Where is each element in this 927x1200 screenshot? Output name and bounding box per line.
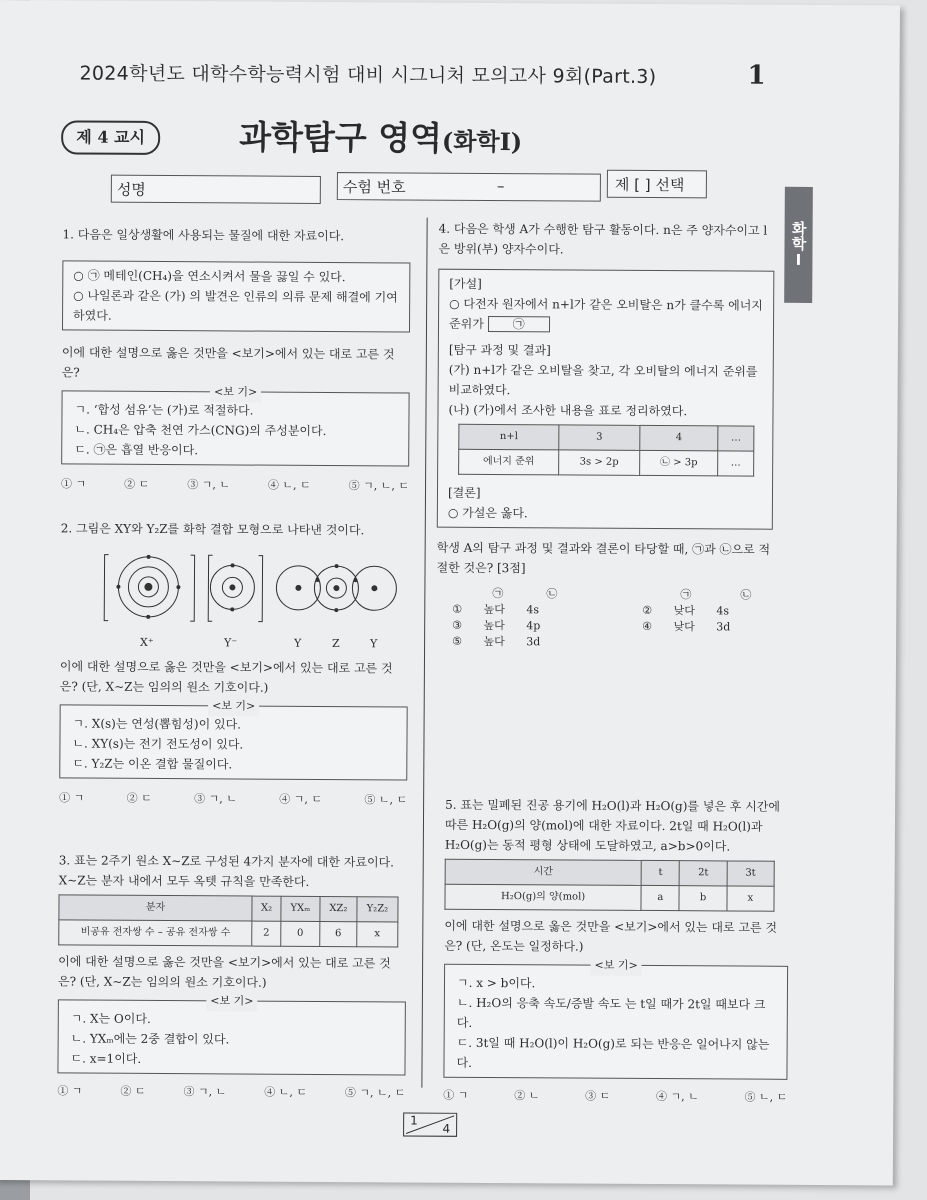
table-header: Y₂Z₂: [357, 897, 398, 922]
label-y2: Y: [370, 637, 378, 651]
q3-choices: [57, 1081, 405, 1103]
q4-ask: 학생 A의 탐구 과정 및 결과와 결론이 타당할 때, ㉠과 ㉡으로 적절한 것은? [3점]: [436, 540, 771, 576]
choice-3[interactable]: ③ ㄷ: [585, 1089, 611, 1103]
bogi-item: ㄱ. X(s)는 연성(뽑힘성)이 있다.: [72, 716, 242, 732]
q3-ask: 이에 대한 설명으로 옳은 것만을 <보기>에서 있는 대로 고른 것은? (단, X~Z는 임의의 원소 기호이다.): [57, 954, 391, 990]
q4-activity-box: [437, 269, 775, 530]
choice-1[interactable]: ① ㄱ: [61, 477, 87, 491]
side-tab: 화학Ⅰ: [784, 187, 813, 303]
q2-bogi: [59, 699, 407, 780]
bogi-item: ㄴ. CH₄은 압축 천연 가스(CNG)의 주성분이다.: [74, 422, 327, 439]
bond-model-figure: [60, 546, 400, 628]
option-a: 낮다: [673, 604, 695, 618]
choice-2[interactable]: ② ㄷ: [126, 791, 152, 805]
choice-3[interactable]: ③ ㄱ, ㄴ: [194, 792, 237, 806]
option-num: ①: [452, 602, 463, 616]
conclusion-title: [결론]: [447, 485, 481, 500]
table-cell: ㉡ > 3p: [639, 450, 718, 475]
q3-bogi: [57, 994, 405, 1075]
bogi-item: ㄷ. ㉠은 흡열 반응이다.: [74, 442, 199, 458]
q1-item: ○ 나일론과 같은 (가) 의 발견은 인류의 의류 문제 해결에 기여하였다.: [73, 288, 398, 323]
choice-4[interactable]: ④ ㄱ, ㄴ: [655, 1090, 699, 1104]
q2-figure-labels: [60, 632, 408, 652]
choice-1[interactable]: ① ㄱ: [57, 1084, 83, 1098]
question-5: [443, 795, 789, 1108]
question-3: [57, 850, 407, 1103]
table-cell: 2: [252, 921, 281, 946]
footer-total: 4: [442, 1121, 451, 1136]
table-header: 3t: [727, 861, 774, 886]
table-header: X₂: [252, 896, 281, 921]
q2-choices: [59, 788, 407, 810]
bogi-item: ㄷ. x=1이다.: [70, 1051, 142, 1066]
bogi-item: ㄱ. X는 O이다.: [70, 1011, 151, 1026]
opt-head-a: ㉠: [492, 587, 504, 601]
page-number: 1: [747, 60, 766, 91]
label-y1: Y: [294, 636, 302, 650]
option-b: 4p: [526, 619, 541, 633]
hypothesis-title: [가설]: [449, 276, 482, 291]
exam-number-label: 수험 번호: [342, 178, 406, 197]
q1-bogi: [61, 385, 409, 466]
period-badge: 제 4 교시: [61, 120, 160, 155]
table-header: 3: [559, 425, 640, 450]
page-footer: [403, 1112, 457, 1136]
option-4[interactable]: [642, 617, 772, 638]
table-header: 시간: [445, 859, 641, 885]
opt-head-b2: ㉡: [740, 588, 752, 602]
bogi-item: ㄱ. x > b이다.: [456, 975, 536, 991]
bogi-caption: <보 기>: [208, 696, 259, 716]
q3-stem: 3. 표는 2주기 원소 X~Z로 구성된 4가지 분자에 대한 자료이다. X~Z는 분자 내에서 모두 옥텟 규칙을 만족한다.: [58, 853, 395, 889]
bogi-item: ㄷ. 3t일 때 H₂O(l)이 H₂O(g)로 되는 반응은 일어나지 않는다.: [456, 1035, 770, 1070]
table-header: 2t: [680, 861, 727, 886]
choice-5[interactable]: ⑤ ㄱ, ㄴ, ㄷ: [344, 1086, 406, 1100]
label-z: Z: [332, 637, 340, 651]
option-b: 4s: [716, 604, 730, 618]
bogi-caption: <보 기>: [206, 991, 257, 1011]
q2-ask: 이에 대한 설명으로 옳은 것만을 <보기>에서 있는 대로 고른 것은? (단, X~Z는 임의의 원소 기호이다.): [59, 659, 393, 695]
bogi-item: ㄱ. ‘합성 섬유’는 (가)로 적절하다.: [74, 402, 254, 418]
table-cell: a: [641, 885, 679, 910]
process-step: (가) n+l가 같은 오비탈을 찾고, 각 오비탈의 에너지 준위를 비교하였다.: [448, 362, 758, 398]
table-header: 4: [640, 425, 719, 450]
q3-table: [58, 894, 398, 947]
q4-options: [436, 584, 772, 656]
q5-choices: [443, 1086, 787, 1108]
table-header: 분자: [59, 895, 252, 921]
choice-2[interactable]: ② ㄷ: [120, 1084, 146, 1098]
hypothesis-text: [449, 294, 763, 336]
option-b: 4s: [526, 603, 540, 617]
question-2: [59, 518, 409, 810]
name-label: 성명: [116, 180, 146, 199]
option-num: ⑤: [452, 634, 463, 648]
table-cell: b: [679, 886, 726, 911]
q1-choices: [61, 474, 409, 496]
choice-4[interactable]: ④ ㄴ, ㄷ: [264, 1085, 308, 1099]
column-divider: [421, 218, 427, 1088]
bogi-item: ㄷ. Y₂Z는 이온 결합 물질이다.: [72, 756, 233, 772]
table-cell: 비공유 전자쌍 수 – 공유 전자쌍 수: [59, 920, 252, 946]
choice-1[interactable]: ① ㄱ: [59, 791, 85, 805]
table-header: n+l: [459, 424, 559, 450]
choice-3[interactable]: ③ ㄱ, ㄴ: [183, 1085, 227, 1099]
table-header: YXₘ: [281, 896, 320, 921]
q1-item: ○ ㉠ 메테인(CH₄)을 연소시켜서 물을 끓일 수 있다.: [73, 268, 346, 285]
q4-table: [458, 424, 754, 477]
option-a: 높다: [483, 634, 505, 649]
bogi-caption: <보 기>: [210, 382, 261, 402]
option-num: ②: [642, 603, 653, 617]
q1-ask: 이에 대한 설명으로 옳은 것만을 <보기>에서 있는 대로 고른 것은?: [61, 345, 395, 380]
option-num: ④: [642, 619, 653, 633]
process-title: [탐구 과정 및 결과]: [448, 342, 551, 358]
bogi-item: ㄴ. XY(s)는 전기 전도성이 있다.: [72, 736, 244, 752]
selection-label: 제 [ ] 선택: [614, 175, 685, 195]
question-4: [436, 219, 775, 656]
q1-data-box: [62, 260, 410, 332]
choice-4[interactable]: ④ ㄱ, ㄷ: [279, 792, 323, 806]
option-5[interactable]: [452, 632, 582, 653]
q5-ask: 이에 대한 설명으로 옳은 것만을 <보기>에서 있는 대로 고른 것은? (단, 온도는 일정하다.): [444, 918, 778, 954]
q4-stem: 4. 다음은 학생 A가 수행한 탐구 활동이다. n은 주 양자수이고 l은 방위(부) 양자수이다.: [438, 221, 768, 257]
q5-bogi: [443, 958, 788, 1080]
table-cell: 0: [281, 921, 320, 946]
table-cell: x: [357, 922, 398, 947]
option-num: ③: [452, 618, 463, 632]
q1-stem: 1. 다음은 일상생활에 사용되는 물질에 대한 자료이다.: [62, 227, 345, 244]
subject-name: 과학탐구 영역: [239, 117, 443, 158]
subject-title: [239, 111, 522, 160]
choice-4[interactable]: ④ ㄴ, ㄷ: [267, 478, 311, 492]
table-cell: 에너지 준위: [459, 449, 559, 475]
choice-1[interactable]: ① ㄱ: [443, 1088, 469, 1102]
table-cell: x: [727, 886, 774, 911]
option-b: 3d: [526, 635, 541, 649]
table-header: XZ₂: [320, 896, 357, 921]
exam-number-dash: –: [496, 177, 505, 196]
table-header: …: [718, 426, 754, 451]
subject-sub: (화학Ⅰ): [441, 126, 523, 157]
option-a: 높다: [483, 602, 505, 617]
table-cell: 3s > 2p: [559, 450, 640, 475]
option-a: 낮다: [673, 620, 695, 634]
opt-head-b: ㉡: [546, 587, 558, 601]
bogi-item: ㄴ. H₂O의 응축 속도/증발 속도 는 t일 때가 2t일 때보다 크다.: [456, 995, 766, 1030]
process-step: (나) (가)에서 조사한 내용을 표로 정리하였다.: [448, 402, 688, 419]
choice-2[interactable]: ② ㄴ: [514, 1089, 540, 1103]
choice-5[interactable]: ⑤ ㄴ, ㄷ: [364, 793, 408, 807]
table-cell: H₂O(g)의 양(mol): [445, 884, 641, 910]
choice-3[interactable]: ③ ㄱ, ㄴ: [187, 478, 231, 492]
option-a: 높다: [483, 618, 505, 633]
opt-head-a2: ㉠: [680, 588, 692, 602]
table-header: t: [641, 860, 679, 885]
question-1: [61, 224, 411, 496]
option-b: 3d: [716, 620, 731, 634]
table-cell: 6: [320, 921, 357, 946]
choice-2[interactable]: ② ㄷ: [124, 477, 150, 491]
choice-5[interactable]: ⑤ ㄴ, ㄷ: [744, 1090, 788, 1104]
table-cell: …: [718, 451, 754, 476]
label-y-ion: Y⁻: [224, 636, 238, 650]
hypothesis-body: ○ 다전자 원자에서 n+l가 같은 오비탈은 n가 클수록 에너지 준위가: [448, 296, 763, 331]
q5-stem: 5. 표는 밀폐된 진공 용기에 H₂O(l)과 H₂O(g)를 넣은 후 시간에 따른 H₂O(g)의 양(mol)에 대한 자료이다. 2t일 때 H₂O(l)과 H₂O(g)는 동적 평형 상태에 도달하였고, a>b>0이다.: [444, 797, 781, 854]
label-x-ion: X⁺: [140, 635, 154, 649]
choice-5[interactable]: ⑤ ㄱ, ㄴ, ㄷ: [348, 479, 410, 493]
q5-table: [444, 859, 774, 912]
footer-page: 1: [410, 1113, 418, 1128]
q2-stem: 2. 그림은 XY와 Y₂Z를 화학 결합 모형으로 나타낸 것이다.: [60, 521, 365, 538]
blank-1: ㉠: [488, 316, 550, 332]
bogi-caption: <보 기>: [590, 956, 641, 976]
exam-title: 2024학년도 대학수학능력시험 대비 시그니처 모의고사 9회(Part.3): [79, 62, 657, 89]
bogi-item: ㄴ. YXₘ에는 2중 결합이 있다.: [70, 1031, 230, 1047]
conclusion-text: ○ 가설은 옳다.: [447, 505, 528, 521]
